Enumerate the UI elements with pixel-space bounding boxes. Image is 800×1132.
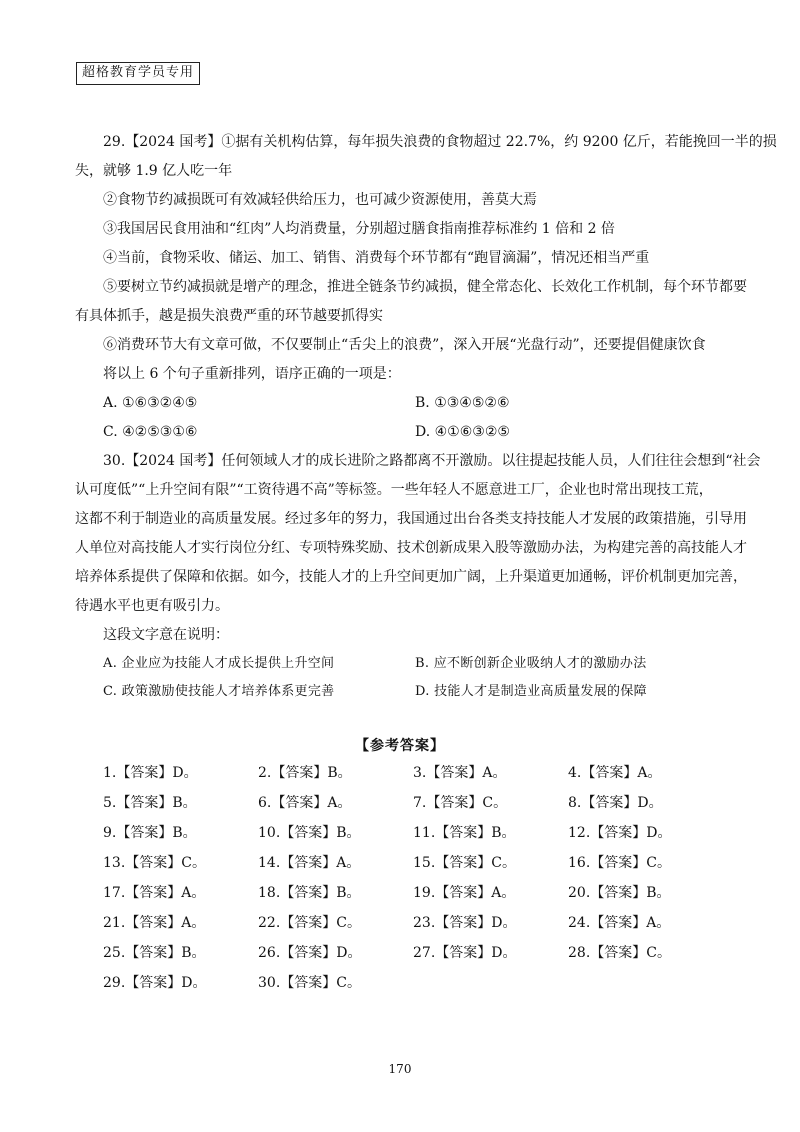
option-b: B. 应不断创新企业吸纳人才的激励办法	[415, 656, 647, 671]
answer-item: 7.【答案】C。	[413, 795, 508, 811]
answer-item: 17.【答案】A。	[103, 885, 206, 901]
option-row	[103, 418, 733, 447]
answer-item: 21.【答案】A。	[103, 915, 206, 931]
option-d: D. ④①⑥③②⑤	[415, 424, 510, 440]
option-c: C. ④②⑤③①⑥	[103, 424, 198, 440]
answer-item: 16.【答案】C。	[568, 855, 671, 871]
option-a: A. 企业应为技能人才成长提供上升空间	[103, 656, 335, 671]
question-line: 失，就够 1.9 亿人吃一年	[75, 163, 233, 179]
question-line: 有具体抓手，越是损失浪费严重的环节越要抓得实	[75, 308, 383, 324]
answer-item: 12.【答案】D。	[568, 825, 672, 841]
question-line: 培养体系提供了保障和依据。如今，技能人才的上升空间更加广阔，上升渠道更加通畅，评价机制更加完善，	[75, 569, 747, 585]
answer-item: 5.【答案】B。	[103, 795, 197, 811]
answer-item: 13.【答案】C。	[103, 855, 206, 871]
answer-item: 18.【答案】B。	[258, 885, 361, 901]
question-line: 认可度低”“上升空间有限”“工资待遇不高”等标签。一些年轻人不愿意进工厂，企业也时常出现技工荒，	[75, 482, 713, 498]
answer-item: 23.【答案】D。	[413, 915, 517, 931]
question-line: 29.【2024 国考】①据有关机构估算，每年损失浪费的食物超过 22.7%，约 9200 亿斤，若能挽回一半的损	[103, 134, 777, 150]
answer-item: 19.【答案】A。	[413, 885, 516, 901]
option-c: C. 政策激励使技能人才培养体系更完善	[103, 684, 335, 699]
answer-item: 9.【答案】B。	[103, 825, 197, 841]
answer-item: 15.【答案】C。	[413, 855, 516, 871]
question-29	[75, 128, 777, 447]
question-line: 这都不利于制造业的高质量发展。经过多年的努力，我国通过出台各类支持技能人才发展的政策措施，引导用	[75, 511, 747, 527]
answers-heading: 【参考答案】	[355, 738, 445, 754]
question-line: ⑥消费环节大有文章可做，不仅要制止“舌尖上的浪费”，深入开展“光盘行动”，还要提倡健康饮食	[103, 337, 706, 353]
answer-item: 29.【答案】D。	[103, 975, 207, 991]
question-line: 待遇水平也更有吸引力。	[75, 598, 229, 614]
answer-item: 6.【答案】A。	[258, 795, 352, 811]
answer-item: 2.【答案】B。	[258, 765, 352, 781]
option-d: D. 技能人才是制造业高质量发展的保障	[415, 684, 647, 699]
question-line: 30.【2024 国考】任何领域人才的成长进阶之路都离不开激励。以往提起技能人员，人们往往会想到“社会	[103, 453, 761, 469]
question-30	[75, 447, 761, 706]
answer-key-grid	[103, 758, 723, 998]
answer-item: 27.【答案】D。	[413, 945, 517, 961]
option-row	[103, 650, 733, 678]
answer-item: 20.【答案】B。	[568, 885, 671, 901]
question-line: ③我国居民食用油和“红肉”人均消费量，分别超过膳食指南推荐标准约 1 倍和 2 倍	[103, 221, 615, 237]
answer-item: 22.【答案】C。	[258, 915, 361, 931]
document-body	[75, 128, 777, 706]
answer-item: 14.【答案】A。	[258, 855, 361, 871]
header-stamp: 超格教育学员专用	[76, 62, 200, 85]
option-b: B. ①③④⑤②⑥	[415, 395, 510, 411]
answer-item: 25.【答案】B。	[103, 945, 206, 961]
answer-item: 26.【答案】D。	[258, 945, 362, 961]
answer-item: 10.【答案】B。	[258, 825, 361, 841]
option-a: A. ①⑥③②④⑤	[103, 395, 198, 411]
question-line: ⑤要树立节约减损就是增产的理念，推进全链条节约减损，健全常态化、长效化工作机制，每个环节都要	[103, 279, 747, 295]
question-line: ④当前，食物采收、储运、加工、销售、消费每个环节都有“跑冒滴漏”，情况还相当严重	[103, 250, 650, 266]
option-row	[103, 389, 733, 418]
answer-item: 1.【答案】D。	[103, 765, 198, 781]
answer-item: 24.【答案】A。	[568, 915, 671, 931]
answer-item: 4.【答案】A。	[568, 765, 662, 781]
answer-item: 28.【答案】C。	[568, 945, 671, 961]
answer-item: 11.【答案】B。	[413, 825, 516, 841]
answer-item: 3.【答案】A。	[413, 765, 507, 781]
answer-item: 8.【答案】D。	[568, 795, 663, 811]
answer-item: 30.【答案】C。	[258, 975, 361, 991]
question-prompt: 这段文字意在说明：	[103, 627, 229, 643]
question-line: ②食物节约减损既可有效减轻供给压力，也可减少资源使用，善莫大焉	[103, 192, 537, 208]
page-number: 170	[388, 1062, 412, 1076]
question-line: 人单位对高技能人才实行岗位分红、专项特殊奖励、技术创新成果入股等激励办法，为构建完善的高技能人才	[75, 540, 747, 556]
option-row	[103, 678, 733, 706]
question-prompt: 将以上 6 个句子重新排列，语序正确的一项是：	[103, 366, 401, 382]
